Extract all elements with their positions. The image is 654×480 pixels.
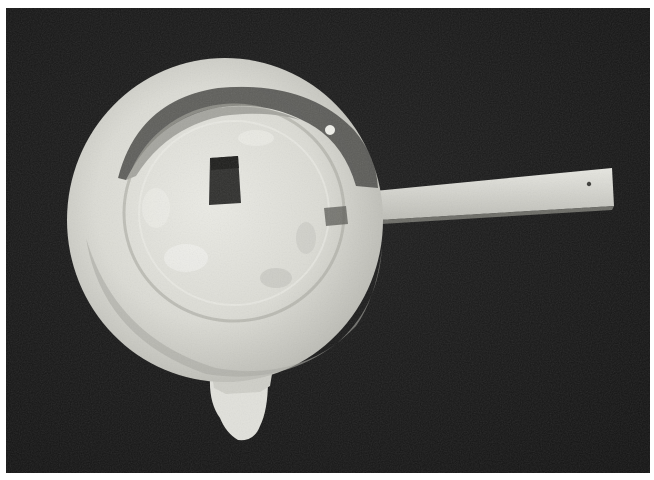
lamp-photograph [6, 8, 650, 473]
film-grain [6, 8, 650, 473]
lamp-illustration [6, 8, 650, 473]
